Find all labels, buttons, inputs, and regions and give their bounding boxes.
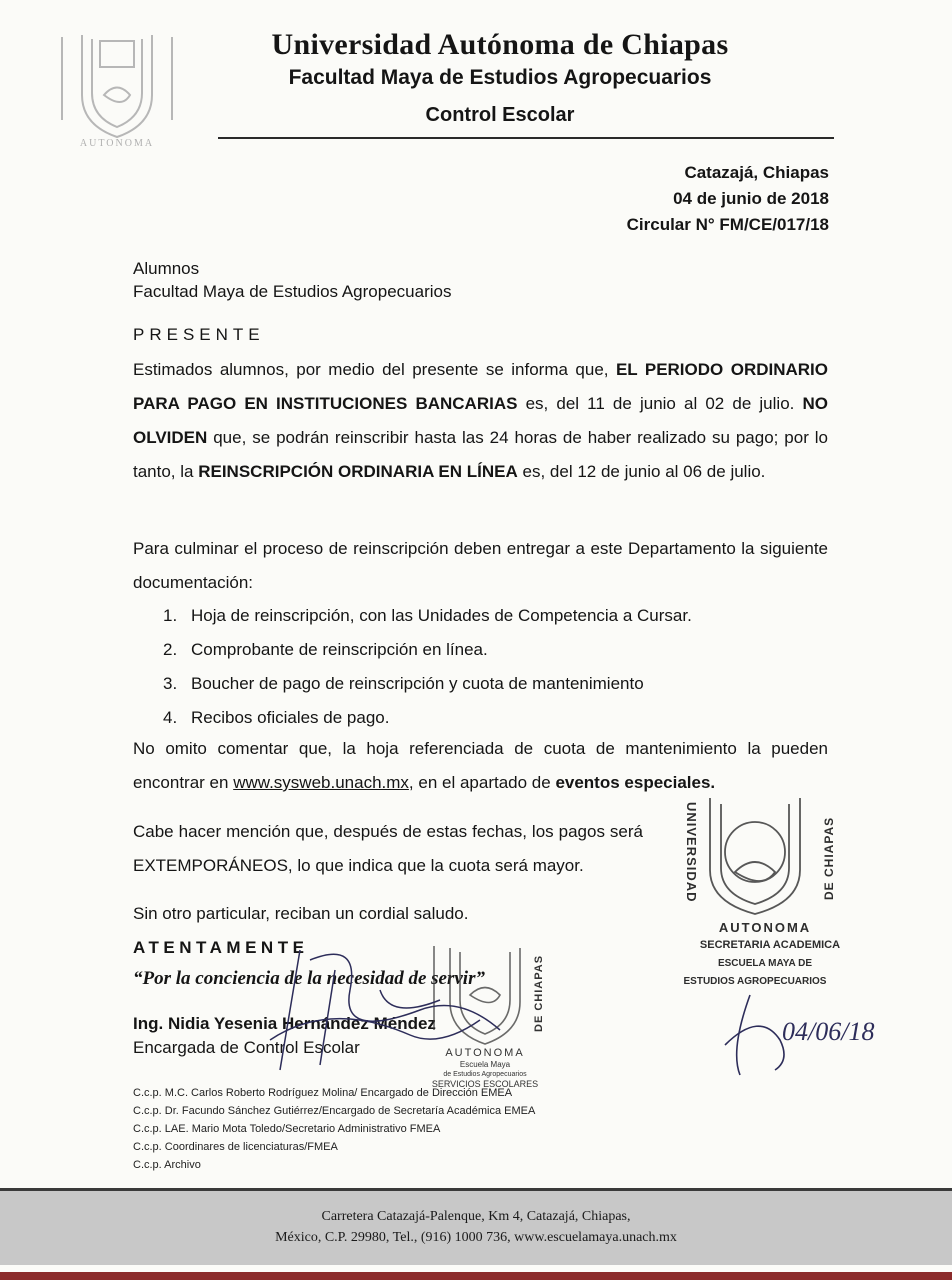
para3-bold1: eventos especiales. xyxy=(555,773,716,792)
footer-band xyxy=(0,1188,952,1265)
footer-contact: México, C.P. 29980, Tel., (916) 1000 736, www.escuelamaya.unach.mx xyxy=(275,1230,677,1245)
para1-bold1: EL PERIODO ORDINARIO PARA PAGO EN INSTITUCIONES BANCARIAS xyxy=(133,360,828,413)
stamp2-line1: SECRETARIA ACADEMICA xyxy=(699,939,841,951)
list-number: 1. xyxy=(163,606,178,625)
handwritten-date: 04/06/18 xyxy=(782,1017,875,1046)
stamp2-line2: ESCUELA MAYA DE xyxy=(717,958,813,969)
footer-address: Carretera Catazajá-Palenque, Km 4, Catazajá, Chiapas, xyxy=(321,1209,631,1224)
para3-text1: No omito comentar que, la hoja referenciada de cuota de mantenimiento la pueden encontrar en xyxy=(133,739,828,792)
stamp1-ring-right: DE CHIAPAS xyxy=(533,954,545,1032)
list-item xyxy=(163,674,644,694)
atentamente: ATENTAMENTE xyxy=(133,938,309,957)
university-logo xyxy=(42,25,192,150)
stamp1-line1: Escuela Maya xyxy=(459,1060,511,1069)
para3-text2: , en el apartado de xyxy=(408,773,556,792)
ccp-line: C.c.p. Coordinares de licenciaturas/FMEA xyxy=(133,1141,338,1153)
ccp-line: C.c.p. Dr. Facundo Sánchez Gutiérrez/Encargado de Secretaría Académica EMEA xyxy=(133,1105,536,1117)
sysweb-link[interactable]: www.sysweb.unach.mx xyxy=(233,773,409,792)
addressee-line2: Facultad Maya de Estudios Agropecuarios xyxy=(133,282,452,301)
place: Catazajá, Chiapas xyxy=(684,163,829,182)
ccp-line: C.c.p. Archivo xyxy=(133,1159,201,1171)
para1-text4: es, del 12 de junio al 06 de julio. xyxy=(517,462,766,481)
list-number: 4. xyxy=(163,708,178,727)
list-item xyxy=(163,640,488,660)
list-text: Hoja de reinscripción, con las Unidades de Competencia a Cursar. xyxy=(191,606,692,625)
paragraph-extemporaneos: Cabe hacer mención que, después de estas fechas, los pagos será EXTEMPORÁNEOS, lo que indica que la cuota será mayor. xyxy=(133,822,643,875)
signer-name: Ing. Nidia Yesenia Hernández Méndez xyxy=(133,1014,436,1033)
list-number: 3. xyxy=(163,674,178,693)
institution-motto: “Por la conciencia de la necesidad de servir” xyxy=(133,968,485,989)
stamp2-line3: ESTUDIOS AGROPECUARIOS xyxy=(683,976,827,987)
signature-control-escolar xyxy=(240,930,540,1080)
list-text: Comprobante de reinscripción en línea. xyxy=(191,640,488,659)
signature-secretaria xyxy=(720,990,890,1080)
closing-line: Sin otro particular, reciban un cordial saludo. xyxy=(133,904,469,923)
addressee-line1: Alumnos xyxy=(133,259,200,278)
para1-bold2: NO OLVIDEN xyxy=(133,394,828,447)
circular-number: Circular N° FM/CE/017/18 xyxy=(626,215,829,234)
ccp-line: C.c.p. LAE. Mario Mota Toledo/Secretario Administrativo FMEA xyxy=(133,1123,441,1135)
para1-text1: Estimados alumnos, por medio del presente se informa que, xyxy=(133,360,616,379)
stamp1-line3: SERVICIOS ESCOLARES xyxy=(431,1079,539,1089)
stamp1-bottom: AUTONOMA xyxy=(445,1047,525,1059)
header-rule xyxy=(218,137,834,139)
logo-text: AUTONOMA xyxy=(79,138,155,149)
date: 04 de junio de 2018 xyxy=(673,189,829,208)
presente: PRESENTE xyxy=(133,325,265,344)
para1-bold3: REINSCRIPCIÓN ORDINARIA EN LÍNEA xyxy=(198,462,518,481)
stamp2-right: DE CHIAPAS xyxy=(822,816,836,900)
para1-text3: que, se podrán reinscribir hasta las 24 horas de haber realizado su pago; por lo tanto, la xyxy=(133,428,828,481)
stamp1-line2: de Estudios Agropecuarios xyxy=(443,1071,527,1078)
list-item xyxy=(163,606,692,626)
list-item xyxy=(163,708,389,728)
para1-text2: es, del 11 de junio al 02 de julio. xyxy=(517,394,803,413)
footer-accent xyxy=(0,1272,952,1280)
department-title: Control Escolar xyxy=(425,104,575,126)
list-text: Recibos oficiales de pago. xyxy=(191,708,390,727)
list-number: 2. xyxy=(163,640,178,659)
stamp2-left: UNIVERSIDAD xyxy=(684,802,699,903)
paragraph-periodo xyxy=(133,353,828,489)
signer-role: Encargada de Control Escolar xyxy=(133,1038,360,1057)
faculty-title: Facultad Maya de Estudios Agropecuarios xyxy=(288,66,712,89)
university-title: Universidad Autónoma de Chiapas xyxy=(271,28,729,61)
list-text: Boucher de pago de reinscripción y cuota de mantenimiento xyxy=(191,674,644,693)
paragraph-documentacion: Para culminar el proceso de reinscripción deben entregar a este Departamento la siguiente documentación: xyxy=(133,539,828,592)
ccp-line: C.c.p. M.C. Carlos Roberto Rodríguez Molina/ Encargado de Dirección EMEA xyxy=(133,1087,513,1099)
stamp2-bottom: AUTONOMA xyxy=(718,920,812,935)
